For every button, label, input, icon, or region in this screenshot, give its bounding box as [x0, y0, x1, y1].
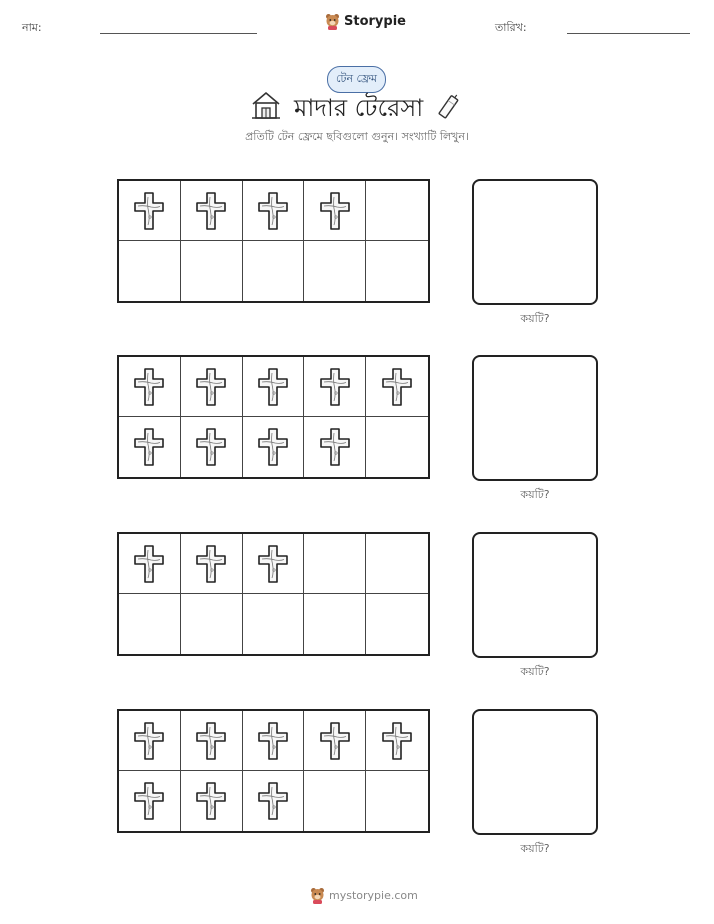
ten-frame — [117, 532, 430, 656]
cross-icon — [381, 367, 413, 407]
ten-frame-cell — [366, 594, 428, 654]
brand-logo — [325, 13, 406, 30]
ten-frame-cell — [366, 417, 428, 477]
worksheet-type-badge: টেন ফ্রেম — [327, 66, 386, 93]
ten-frame-cell — [181, 181, 243, 241]
ten-frame — [117, 179, 430, 303]
answer-box[interactable] — [472, 355, 598, 481]
ten-frame-cell — [119, 594, 181, 654]
cross-icon — [319, 427, 351, 467]
cross-icon — [195, 427, 227, 467]
cross-icon — [195, 781, 227, 821]
cross-icon — [381, 721, 413, 761]
cross-icon — [133, 781, 165, 821]
ten-frame-cell — [119, 534, 181, 594]
cross-icon — [257, 427, 289, 467]
cross-icon — [257, 544, 289, 584]
name-label: নাম: — [22, 21, 42, 34]
cross-icon — [319, 191, 351, 231]
cross-icon — [195, 367, 227, 407]
ten-frame-cell — [366, 771, 428, 831]
footer-branding — [310, 887, 418, 904]
ten-frame-cell — [304, 181, 366, 241]
ten-frame-cell — [304, 241, 366, 301]
cross-icon — [319, 367, 351, 407]
cross-icon — [257, 191, 289, 231]
cross-icon — [257, 367, 289, 407]
cross-icon — [133, 721, 165, 761]
ten-frame-cell — [366, 181, 428, 241]
ten-frame-cell — [304, 711, 366, 771]
cross-icon — [195, 544, 227, 584]
name-line[interactable] — [100, 33, 257, 34]
cross-icon — [133, 367, 165, 407]
ten-frame-cell — [304, 534, 366, 594]
instructions-text: প্রতিটি টেন ফ্রেমে ছবিগুলো গুনুন। সংখ্যাটি লিখুন। — [245, 130, 469, 143]
ten-frame-cell — [119, 181, 181, 241]
answer-box[interactable] — [472, 179, 598, 305]
cross-icon — [133, 191, 165, 231]
date-label: তারিখ: — [495, 21, 527, 34]
ten-frame-cell — [366, 241, 428, 301]
ten-frame-cell — [366, 534, 428, 594]
ten-frame-cell — [243, 711, 305, 771]
ten-frame-cell — [181, 357, 243, 417]
house-icon — [250, 90, 282, 120]
ten-frame-cell — [181, 594, 243, 654]
ten-frame-cell — [181, 534, 243, 594]
ten-frame-cell — [119, 771, 181, 831]
ten-frame-cell — [181, 771, 243, 831]
ten-frame-cell — [243, 241, 305, 301]
ten-frame-cell — [243, 417, 305, 477]
answer-label: কয়টি? — [520, 312, 550, 325]
ten-frame-cell — [181, 711, 243, 771]
ten-frame-cell — [243, 594, 305, 654]
ten-frame-cell — [119, 241, 181, 301]
ten-frame-cell — [181, 241, 243, 301]
ten-frame-cell — [243, 357, 305, 417]
cross-icon — [195, 721, 227, 761]
ten-frame-cell — [119, 711, 181, 771]
ten-frame-cell — [304, 357, 366, 417]
ten-frame-cell — [304, 417, 366, 477]
ten-frame-cell — [119, 417, 181, 477]
cross-icon — [257, 721, 289, 761]
ten-frame — [117, 355, 430, 479]
cross-icon — [257, 781, 289, 821]
ten-frame-cell — [243, 181, 305, 241]
cross-icon — [133, 544, 165, 584]
cross-icon — [195, 191, 227, 231]
ten-frame-cell — [304, 594, 366, 654]
ten-frame-cell — [243, 771, 305, 831]
candle-icon — [436, 91, 462, 121]
answer-box[interactable] — [472, 709, 598, 835]
worksheet-title: মাদার টেরেসা — [294, 94, 424, 122]
footer-bear-icon — [310, 887, 325, 904]
brand-name: Storypie — [344, 14, 406, 29]
date-line[interactable] — [567, 33, 690, 34]
answer-label: কয়টি? — [520, 665, 550, 678]
answer-box[interactable] — [472, 532, 598, 658]
ten-frame-cell — [181, 417, 243, 477]
ten-frame — [117, 709, 430, 833]
ten-frame-cell — [243, 534, 305, 594]
ten-frame-cell — [366, 711, 428, 771]
answer-label: কয়টি? — [520, 842, 550, 855]
cross-icon — [319, 721, 351, 761]
ten-frame-cell — [119, 357, 181, 417]
answer-label: কয়টি? — [520, 488, 550, 501]
ten-frame-cell — [366, 357, 428, 417]
ten-frame-cell — [304, 771, 366, 831]
cross-icon — [133, 427, 165, 467]
footer-url: mystorypie.com — [329, 889, 418, 902]
bear-mascot-icon — [325, 13, 340, 30]
